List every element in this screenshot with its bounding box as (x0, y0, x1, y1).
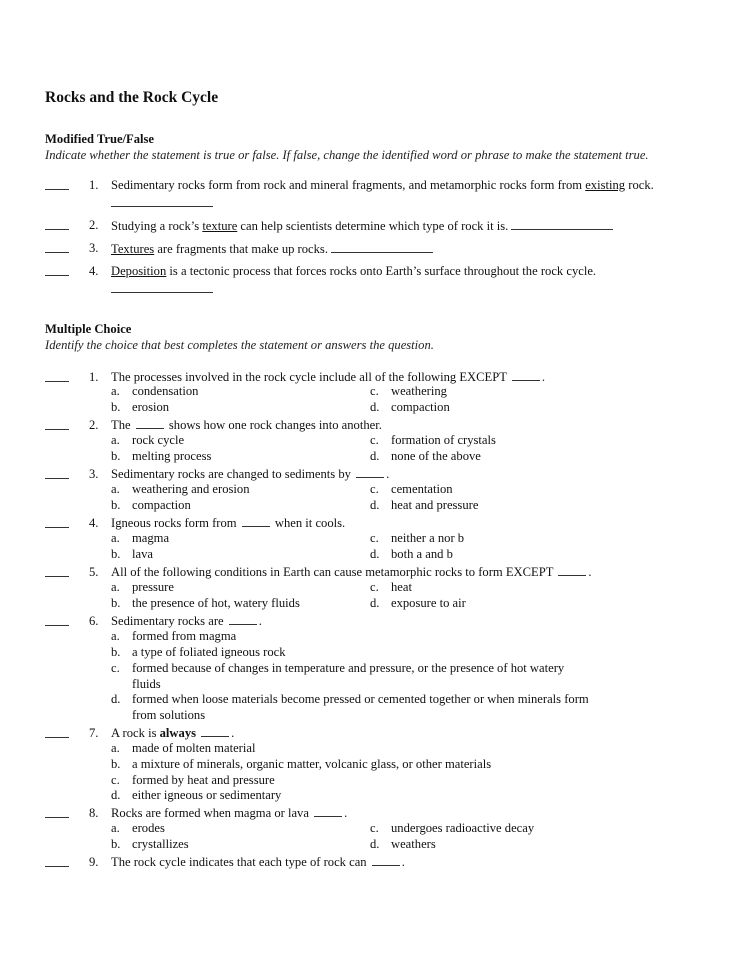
option-a: a. made of molten material (111, 741, 256, 755)
identified-word: Textures (111, 242, 155, 256)
mc-question-text: Sedimentary rocks are changed to sediments by . (111, 467, 390, 481)
question-number: 5. (89, 565, 99, 579)
option-b: b. a mixture of minerals, organic matter, volcanic glass, or other materials (111, 757, 492, 771)
option-c: c. undergoes radioactive decay (370, 821, 535, 835)
option-d: d. both a and b (370, 547, 453, 561)
correction-line[interactable] (111, 281, 213, 297)
question-number: 2. (89, 418, 99, 432)
option-c-continued: fluids (132, 677, 161, 691)
correction-line[interactable] (111, 195, 213, 211)
tf-question-text: Studying a rock’s texture can help scientists determine which type of rock it is. (111, 218, 613, 234)
option-b: b. lava (111, 547, 153, 561)
option-b: b. the presence of hot, watery fluids (111, 596, 300, 610)
question-number: 2. (89, 218, 99, 232)
mc-question-text: A rock is always . (111, 726, 235, 740)
option-a: a. formed from magma (111, 629, 237, 643)
answer-blank[interactable] (45, 726, 69, 742)
mc-question-text: Sedimentary rocks are . (111, 614, 262, 628)
question-number: 6. (89, 614, 99, 628)
option-d: d. compaction (370, 400, 450, 414)
identified-word: existing (585, 178, 626, 192)
answer-blank[interactable] (45, 178, 69, 194)
mc-question-text: Rocks are formed when magma or lava . (111, 806, 348, 820)
option-b: b. crystallizes (111, 837, 189, 851)
question-number: 3. (89, 467, 99, 481)
option-d-continued: from solutions (132, 708, 206, 722)
answer-blank[interactable] (45, 241, 69, 257)
question-number: 4. (89, 264, 99, 278)
page-title: Rocks and the Rock Cycle (45, 89, 219, 106)
question-number: 4. (89, 516, 99, 530)
tf-question-text: Textures are fragments that make up rocks. (111, 241, 433, 257)
option-d: d. exposure to air (370, 596, 466, 610)
mc-question-text: All of the following conditions in Earth can cause metamorphic rocks to form EXCEPT . (111, 565, 592, 579)
question-number: 9. (89, 855, 99, 869)
answer-blank[interactable] (45, 218, 69, 234)
option-d: d. formed when loose materials become pressed or cemented together or when minerals form (111, 692, 589, 706)
option-a: a. condensation (111, 384, 199, 398)
option-c: c. heat (370, 580, 412, 594)
option-d: d. weathers (370, 837, 436, 851)
section-heading-true-false: Modified True/False (45, 132, 155, 146)
tf-question-text: Sedimentary rocks form from rock and mineral fragments, and metamorphic rocks form from existing rock. (111, 178, 654, 192)
question-number: 1. (89, 370, 99, 384)
mc-question-text: The rock cycle indicates that each type of rock can . (111, 855, 405, 869)
question-number: 1. (89, 178, 99, 192)
section-instructions-true-false: Indicate whether the statement is true or false. If false, change the identified word or phrase to make the statement true. (45, 148, 649, 162)
option-b: b. erosion (111, 400, 170, 414)
identified-word: Deposition (111, 264, 167, 278)
answer-blank[interactable] (45, 264, 69, 280)
option-a: a. erodes (111, 821, 165, 835)
option-a: a. rock cycle (111, 433, 185, 447)
mc-question-text: The shows how one rock changes into another. (111, 418, 382, 432)
answer-blank[interactable] (45, 565, 69, 581)
option-c: c. cementation (370, 482, 453, 496)
answer-blank[interactable] (45, 614, 69, 630)
identified-word: texture (202, 219, 238, 233)
option-b: b. compaction (111, 498, 191, 512)
option-c: c. weathering (370, 384, 447, 398)
answer-blank[interactable] (45, 516, 69, 532)
option-a: a. pressure (111, 580, 174, 594)
answer-blank[interactable] (45, 418, 69, 434)
answer-blank[interactable] (45, 855, 69, 871)
option-d: d. either igneous or sedimentary (111, 788, 282, 802)
option-d: d. none of the above (370, 449, 481, 463)
option-a: a. magma (111, 531, 170, 545)
question-number: 8. (89, 806, 99, 820)
section-instructions-multiple-choice: Identify the choice that best completes the statement or answers the question. (45, 338, 434, 352)
option-b: b. melting process (111, 449, 212, 463)
question-number: 3. (89, 241, 99, 255)
question-number: 7. (89, 726, 99, 740)
option-c: c. formation of crystals (370, 433, 496, 447)
option-c: c. formed by heat and pressure (111, 773, 275, 787)
option-b: b. a type of foliated igneous rock (111, 645, 286, 659)
option-d: d. heat and pressure (370, 498, 479, 512)
mc-question-text: Igneous rocks form from when it cools. (111, 516, 346, 530)
option-c: c. formed because of changes in temperature and pressure, or the presence of hot watery (111, 661, 565, 675)
correction-line[interactable] (511, 218, 613, 230)
answer-blank[interactable] (45, 806, 69, 822)
option-c: c. neither a nor b (370, 531, 465, 545)
answer-blank[interactable] (45, 370, 69, 386)
mc-question-text: The processes involved in the rock cycle include all of the following EXCEPT . (111, 370, 545, 384)
tf-question-text: Deposition is a tectonic process that forces rocks onto Earth’s surface throughout the rock cycle. (111, 264, 597, 278)
option-a: a. weathering and erosion (111, 482, 250, 496)
correction-line[interactable] (331, 241, 433, 253)
section-heading-multiple-choice: Multiple Choice (45, 322, 132, 336)
answer-blank[interactable] (45, 467, 69, 483)
